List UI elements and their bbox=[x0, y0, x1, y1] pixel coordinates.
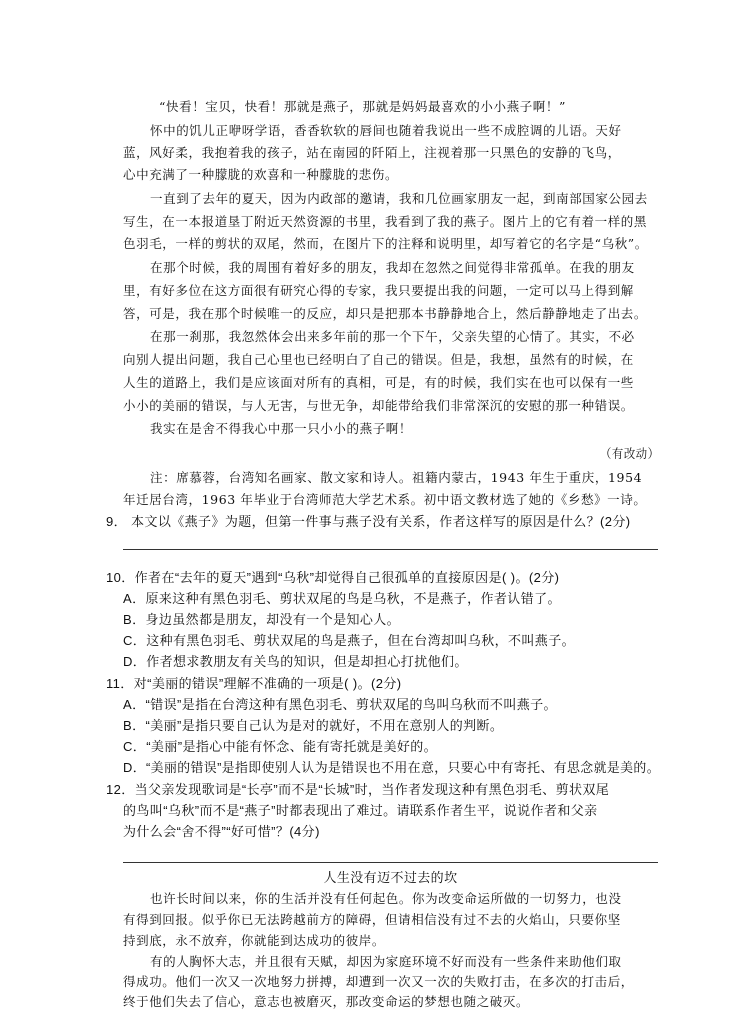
passage-title: 人生没有迈不过去的坎 bbox=[323, 870, 458, 885]
option-b[interactable]: B．身边虽然都是朋友，却没有一个是知心人。 bbox=[123, 612, 401, 627]
paragraph-line: 小小的美丽的错误，与人无害，与世无争，却能带给我们非常深沉的安慰的那一种错误。 bbox=[123, 398, 634, 413]
paragraph-line: 写生，在一本报道垦丁附近天然资源的书里，我看到了我的燕子。图片上的它有着一样的黑 bbox=[123, 214, 648, 229]
paragraph-line: 人生的道路上，我们是应该面对所有的真相，可是，有的时候，我们实在也可以保有一些 bbox=[123, 375, 634, 390]
question-11: 11．对“美丽的错误”理解不准确的一项是( )。(2分) bbox=[106, 676, 402, 691]
paragraph-line: “快看！宝贝，快看！那就是燕子，那就是妈妈最喜欢的小小燕子啊！” bbox=[159, 99, 566, 114]
paragraph-line: 在那一刹那，我忽然体会出来多年前的那一个下午，父亲失望的心情了。其实，不必 bbox=[150, 329, 635, 344]
paragraph-line: 我实在是舍不得我心中那一只小小的燕子啊！ bbox=[150, 421, 413, 436]
option-a[interactable]: A．原来这种有黑色羽毛、剪状双尾的鸟是乌秋，不是燕子，作者认错了。 bbox=[123, 591, 561, 606]
paragraph-line: 心中充满了一种朦胧的欢喜和一种朦胧的悲伤。 bbox=[123, 167, 399, 182]
paragraph-line: 在那个时候，我的周围有着好多的朋友，我却在忽然之间觉得非常孤单。在我的朋友 bbox=[150, 260, 635, 275]
question-9: 9． 本文以《燕子》为题，但第一件事与燕子没有关系，作者这样写的原因是什么？(2分) bbox=[106, 514, 631, 529]
option-d[interactable]: D．“美丽的错误”是指即使别人认为是错误也不用在意，只要心中有寄托、有思念就是美的。 bbox=[123, 760, 660, 775]
paragraph-line: 向别人提出问题，我自己心里也已经明白了自己的错误。但是，我想，虽然有的时候，在 bbox=[123, 352, 634, 367]
question-12-line: 的鸟叫“乌秋”而不是“燕子”时都表现出了难过。请联系作者生平，说说作者和父亲 bbox=[123, 803, 598, 818]
question-12: 12．当父亲发现歌词是“长亭”而不是“长城”时，当作者发现这种有黑色羽毛、剪状双尾 bbox=[106, 782, 610, 797]
option-b[interactable]: B．“美丽”是指只要自己认为是对的就好，不用在意别人的判断。 bbox=[123, 718, 504, 733]
paragraph-line: 有得到回报。似乎你已无法跨越前方的障碍，但请相信没有过不去的火焰山，只要你坚 bbox=[123, 912, 621, 927]
answer-line[interactable] bbox=[123, 549, 658, 550]
author-annotation: 年迁居台湾，1963 年毕业于台湾师范大学艺术系。初中语文教材选了她的《乡愁》一诗。 bbox=[123, 492, 647, 507]
author-annotation: 注：席慕蓉，台湾知名画家、散文家和诗人。祖籍内蒙古，1943 年生于重庆，1954 bbox=[150, 470, 643, 485]
paragraph-line: 持到底，永不放弃，你就能到达成功的彼岸。 bbox=[123, 933, 386, 948]
paragraph-line: 怀中的饥儿正咿呀学语，香香软软的唇间也随着我说出一些不成腔调的儿语。天好 bbox=[150, 123, 622, 138]
paragraph-line: 蓝，风好柔，我抱着我的孩子，站在南园的阡陌上，注视着那一只黑色的安静的飞鸟， bbox=[123, 145, 621, 160]
paragraph-line: 得成功。他们一次又一次地努力拼搏，却遭到一次又一次的失败打击，在多次的打击后， bbox=[123, 974, 634, 989]
option-c[interactable]: C．“美丽”是指心中能有怀念、能有寄托就是美好的。 bbox=[123, 739, 438, 754]
paragraph-line: 终于他们失去了信心，意志也被磨灭，那改变命运的梦想也随之破灭。 bbox=[123, 994, 530, 1009]
paragraph-line: 一直到了去年的夏天，因为内政部的邀请，我和几位画家朋友一起，到南部国家公园去 bbox=[150, 191, 648, 206]
option-d[interactable]: D．作者想求教朋友有关鸟的知识，但是却担心打扰他们。 bbox=[123, 654, 468, 669]
option-c[interactable]: C．这种有黑色羽毛、剪状双尾的鸟是燕子，但在台湾却叫乌秋，不叫燕子。 bbox=[123, 633, 575, 648]
paragraph-line: 里，有好多位在这方面很有研究心得的专家，我只要提出我的问题，一定可以马上得到解 bbox=[123, 283, 634, 298]
answer-line[interactable] bbox=[123, 862, 658, 863]
paragraph-line: 有的人胸怀大志，并且很有天赋，却因为家庭环境不好而没有一些条件来助他们取 bbox=[150, 954, 622, 969]
paragraph-line: 答，可是，我在那个时候唯一的反应，却只是把那本书静静地合上，然后静静地走了出去。 bbox=[123, 306, 648, 321]
paragraph-line: 色羽毛，一样的剪状的双尾，然而，在图片下的注释和说明里，却写着它的名字是“乌秋”。 bbox=[123, 236, 648, 251]
option-a[interactable]: A．“错误”是指在台湾这种有黑色羽毛、剪状双尾的鸟叫乌秋而不叫燕子。 bbox=[123, 697, 557, 712]
paragraph-line: 也许长时间以来，你的生活并没有任何起色。你为改变命运所做的一切努力，也没 bbox=[150, 891, 622, 906]
question-12-line: 为什么会“舍不得”“好可惜”？(4分) bbox=[123, 824, 320, 839]
question-10: 10．作者在“去年的夏天”遇到“乌秋”却觉得自己很孤单的直接原因是( )。(2分) bbox=[106, 570, 560, 585]
source-note: （有改动） bbox=[600, 446, 660, 461]
